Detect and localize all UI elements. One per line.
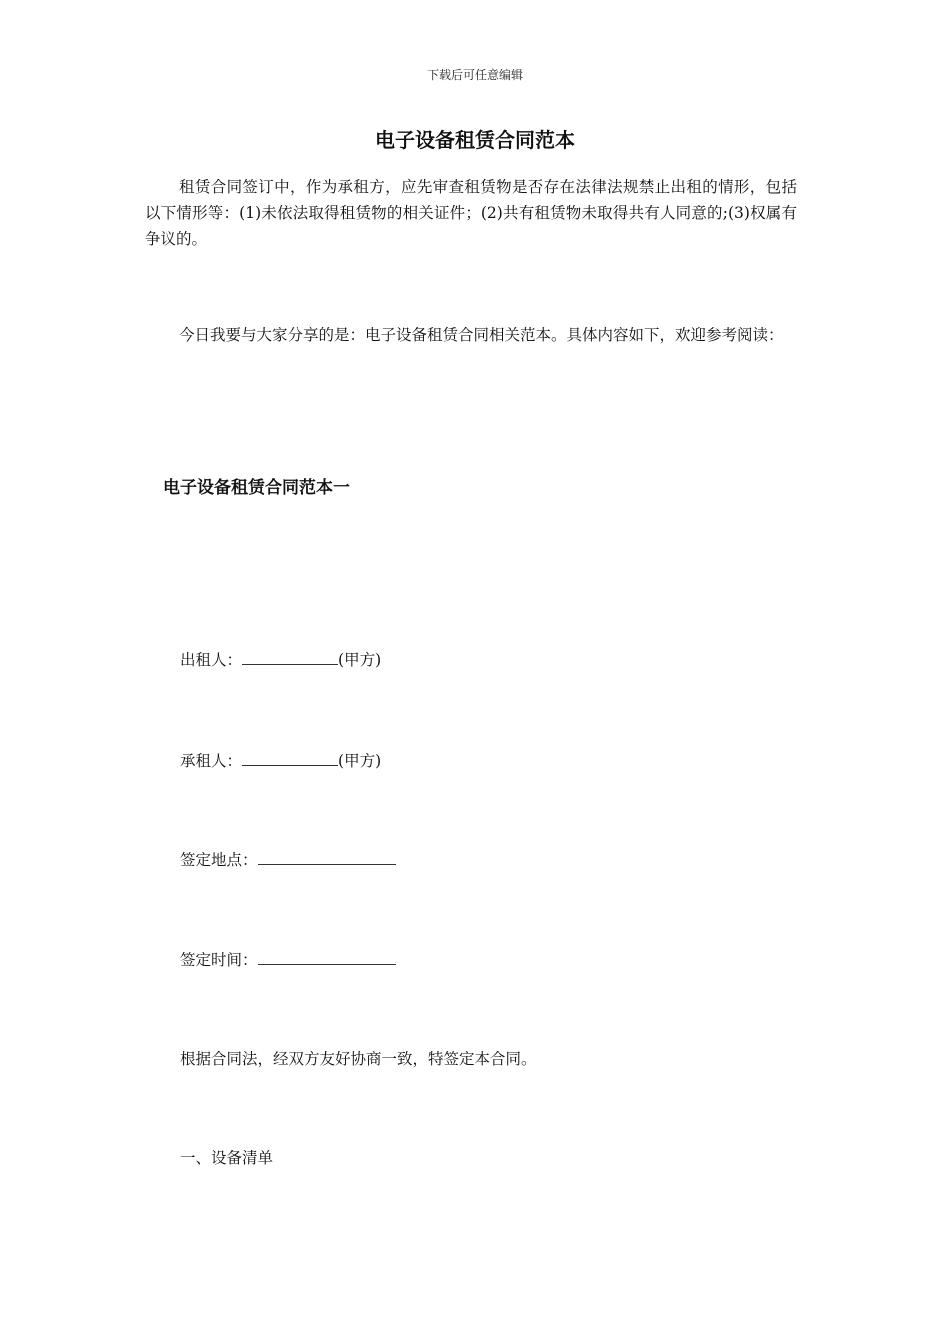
intro-paragraph: 租赁合同签订中，作为承租方，应先审查租赁物是否存在法律法规禁止出租的情形，包括以下情形等：(1)未依法取得租赁物的相关证件；(2)共有租赁物未取得共有人同意的;(3)权属有争议的。: [145, 178, 797, 248]
lessee-suffix: (甲方): [338, 752, 382, 770]
lessor-label: 出租人：: [180, 651, 243, 669]
clause-heading: 一、设备清单: [180, 1149, 274, 1167]
lessor-line: [180, 648, 381, 670]
lessor-suffix: (甲方): [338, 651, 382, 669]
lessee-blank: [242, 749, 338, 766]
signing-place-line: [180, 848, 396, 870]
signing-time-blank: [258, 948, 396, 965]
signing-time-label: 签定时间：: [180, 951, 258, 969]
header-note: 下载后可任意编辑: [426, 68, 523, 82]
signing-place-label: 签定地点：: [180, 851, 258, 869]
lessor-blank: [242, 648, 338, 665]
agreement-line: 根据合同法，经双方友好协商一致，特签定本合同。: [180, 1050, 537, 1068]
signing-place-blank: [258, 848, 396, 865]
lessee-label: 承租人：: [180, 752, 243, 770]
share-paragraph: 今日我要与大家分享的是：电子设备租赁合同相关范本。具体内容如下，欢迎参考阅读：: [179, 326, 784, 344]
lessee-line: [180, 749, 381, 771]
signing-time-line: [180, 948, 396, 970]
document-title: 电子设备租赁合同范本: [375, 128, 575, 152]
section-heading: 电子设备租赁合同范本一: [163, 478, 350, 498]
